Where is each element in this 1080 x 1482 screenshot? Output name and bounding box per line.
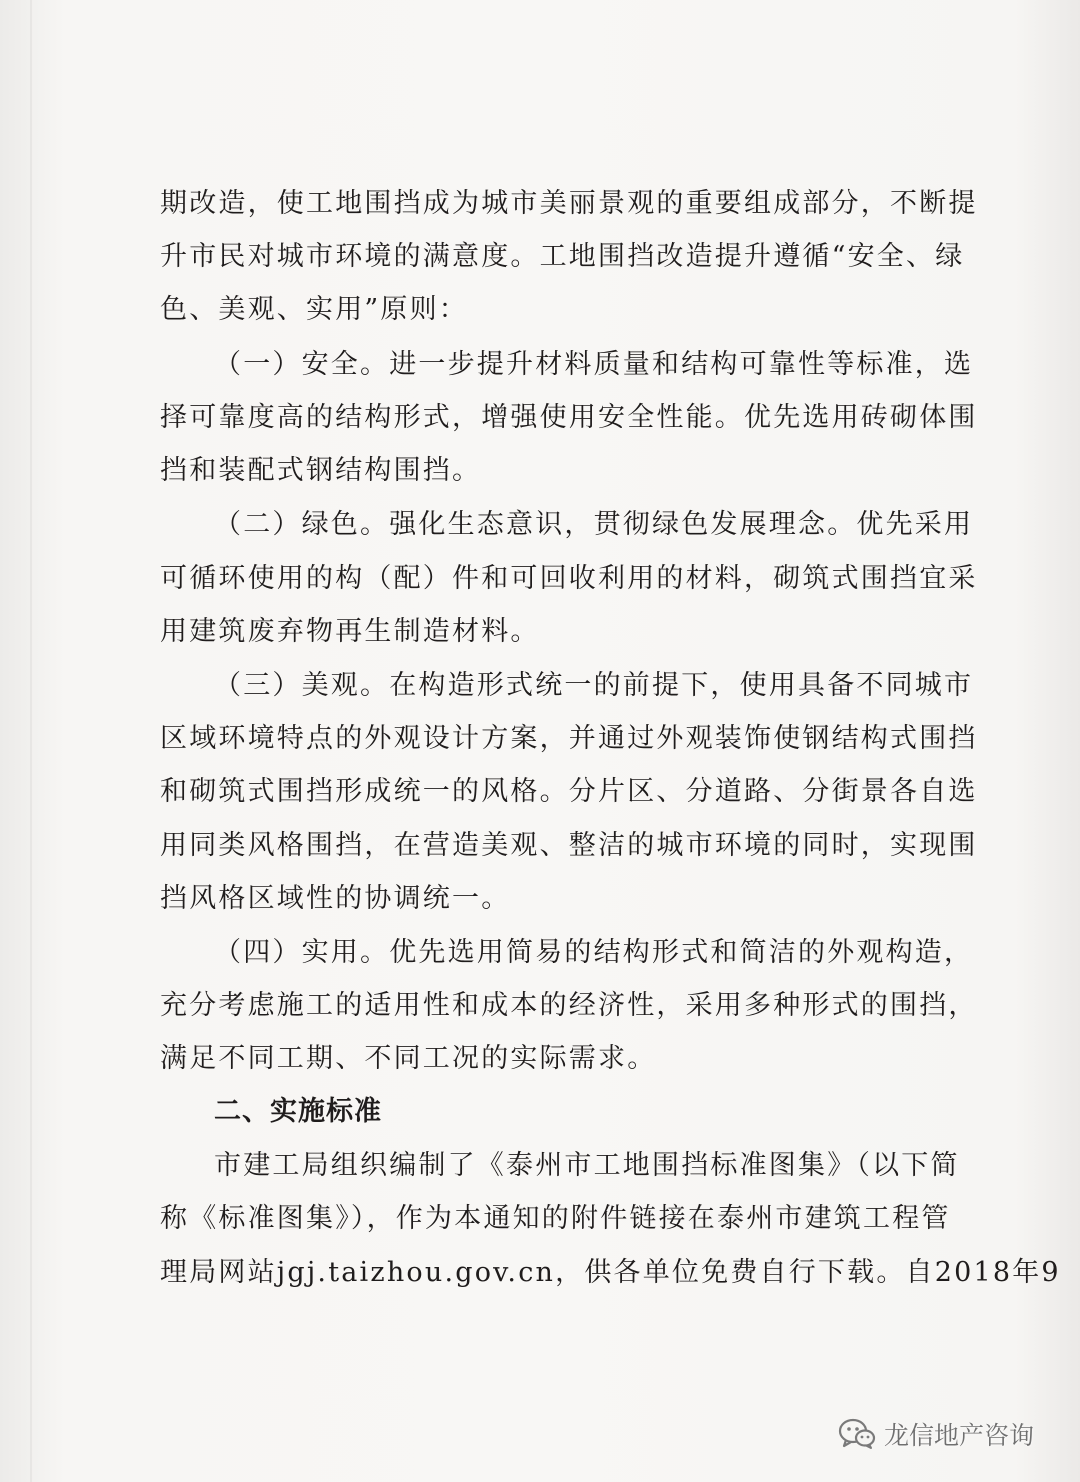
text-line-indented: （一）安全。进一步提升材料质量和结构可靠性等标准，选 [214, 349, 974, 380]
text-line: 可循环使用的构（配）件和可回收利用的材料，砌筑式围挡宜采 [160, 563, 978, 594]
page-edge-shadow [30, 0, 32, 1482]
text-line-indented: （三）美观。在构造形式统一的前提下，使用具备不同城市 [214, 670, 974, 701]
text-line: 挡风格区域性的协调统一。 [160, 883, 511, 914]
text-line: 用同类风格围挡，在营造美观、整洁的城市环境的同时，实现围 [160, 830, 978, 861]
text-line: 称《标准图集》），作为本通知的附件链接在泰州市建筑工程管 [160, 1203, 951, 1234]
section-heading: 二、实施标准 [214, 1096, 382, 1127]
text-line: 满足不同工期、不同工况的实际需求。 [160, 1043, 657, 1074]
text-line: 色、美观、实用”原则： [160, 294, 469, 325]
text-line: 理局网站jgj.taizhou.gov.cn，供各单位免费自行下载。自2018年9 [160, 1257, 1061, 1288]
account-watermark [838, 1414, 1034, 1454]
text-line-indented: 市建工局组织编制了《泰州市工地围挡标准图集》（以下简 [214, 1150, 960, 1181]
text-line: 和砌筑式围挡形成统一的风格。分片区、分道路、分街景各自选 [160, 776, 978, 807]
text-line: 区域环境特点的外观设计方案，并通过外观装饰使钢结构式围挡 [160, 723, 978, 754]
wechat-icon [838, 1417, 876, 1451]
text-line: 用建筑废弃物再生制造材料。 [160, 616, 540, 647]
text-line: 升市民对城市环境的满意度。工地围挡改造提升遵循“安全、绿 [160, 241, 965, 272]
text-line-indented: （四）实用。优先选用简易的结构形式和简洁的外观构造， [214, 937, 974, 968]
text-line: 期改造，使工地围挡成为城市美丽景观的重要组成部分，不断提 [160, 188, 978, 219]
text-line: 充分考虑施工的适用性和成本的经济性，采用多种形式的围挡， [160, 990, 978, 1021]
watermark-text: 龙信地产咨询 [884, 1421, 1035, 1450]
text-line: 择可靠度高的结构形式，增强使用安全性能。优先选用砖砌体围 [160, 402, 978, 433]
text-line: 挡和装配式钢结构围挡。 [160, 455, 482, 486]
text-line-indented: （二）绿色。强化生态意识，贯彻绿色发展理念。优先采用 [214, 509, 974, 540]
